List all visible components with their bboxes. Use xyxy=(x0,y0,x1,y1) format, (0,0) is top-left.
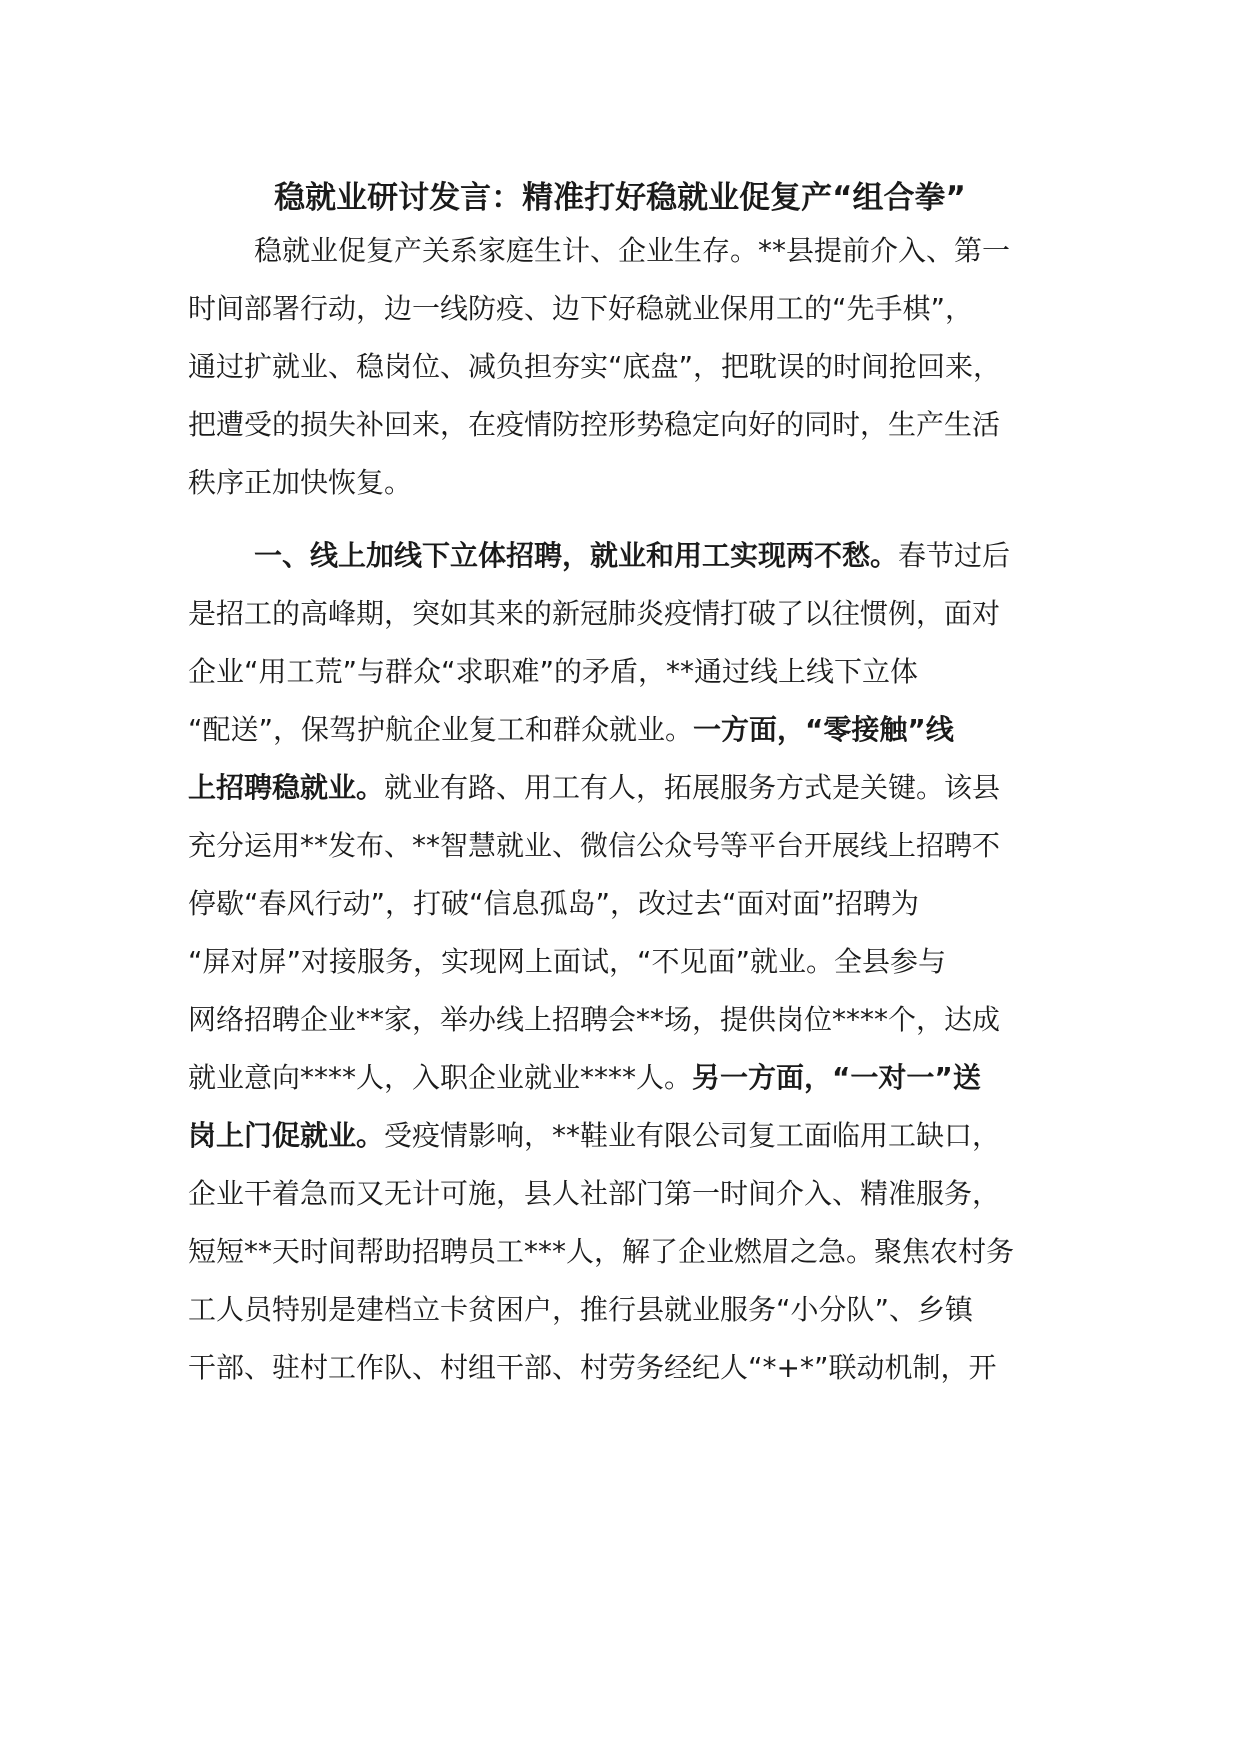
section1-subheading: 上招聘稳就业。 xyxy=(188,771,385,804)
section1-line: 网络招聘企业**家，举办线上招聘会**场，提供岗位****个，达成 xyxy=(188,1003,1001,1036)
section1-line: “屏对屏”对接服务，实现网上面试，“不见面”就业。全县参与 xyxy=(188,945,947,978)
section1-line xyxy=(254,536,1010,576)
intro-line: 把遭受的损失补回来，在疫情防控形势稳定向好的同时，生产生活 xyxy=(188,408,1001,441)
section1-line xyxy=(188,768,1000,808)
section1-text: 就业有路、用工有人，拓展服务方式是关键。该县 xyxy=(384,771,1001,804)
section1-subheading: 一方面，“零接触”线 xyxy=(693,713,954,746)
intro-line: 秩序正加快恢复。 xyxy=(188,466,413,499)
section1-text: “配送”，保驾护航企业复工和群众就业。 xyxy=(188,713,694,746)
section1-line xyxy=(188,1058,981,1098)
section1-line: 充分运用**发布、**智慧就业、微信公众号等平台开展线上招聘不 xyxy=(188,829,1001,862)
section1-heading: 一、线上加线下立体招聘，就业和用工实现两不愁。 xyxy=(254,539,899,572)
document-title: 稳就业研讨发言：精准打好稳就业促复产“组合拳” xyxy=(274,180,966,216)
section1-line: 干部、驻村工作队、村组干部、村劳务经纪人“*+*”联动机制，开 xyxy=(188,1351,997,1384)
section1-line: 企业“用工荒”与群众“求职难”的矛盾，**通过线上线下立体 xyxy=(188,655,919,688)
section1-subheading: 岗上门促就业。 xyxy=(188,1119,385,1152)
section1-line xyxy=(188,710,954,750)
section1-line: 短短**天时间帮助招聘员工***人，解了企业燃眉之急。聚焦农村务 xyxy=(188,1235,1015,1268)
section1-text: 就业意向****人，入职企业就业****人。 xyxy=(188,1061,693,1094)
section1-line: 企业干着急而又无计可施，县人社部门第一时间介入、精准服务， xyxy=(188,1177,1001,1210)
section1-line xyxy=(188,1116,1000,1156)
section1-text: 受疫情影响，**鞋业有限公司复工面临用工缺口， xyxy=(384,1119,1001,1152)
intro-line: 通过扩就业、稳岗位、减负担夯实“底盘”，把耽误的时间抢回来， xyxy=(188,350,1002,383)
section1-line: 停歇“春风行动”，打破“信息孤岛”，改过去“面对面”招聘为 xyxy=(188,887,920,920)
section1-line: 工人员特别是建档立卡贫困户，推行县就业服务“小分队”、乡镇 xyxy=(188,1293,974,1326)
section1-text: 春节过后 xyxy=(898,539,1011,572)
intro-line: 稳就业促复产关系家庭生计、企业生存。**县提前介入、第一 xyxy=(254,234,1011,267)
intro-line: 时间部署行动，边一线防疫、边下好稳就业保用工的“先手棋”， xyxy=(188,292,974,325)
section1-subheading: 另一方面，“一对一”送 xyxy=(692,1061,981,1094)
section1-line: 是招工的高峰期，突如其来的新冠肺炎疫情打破了以往惯例，面对 xyxy=(188,597,1001,630)
